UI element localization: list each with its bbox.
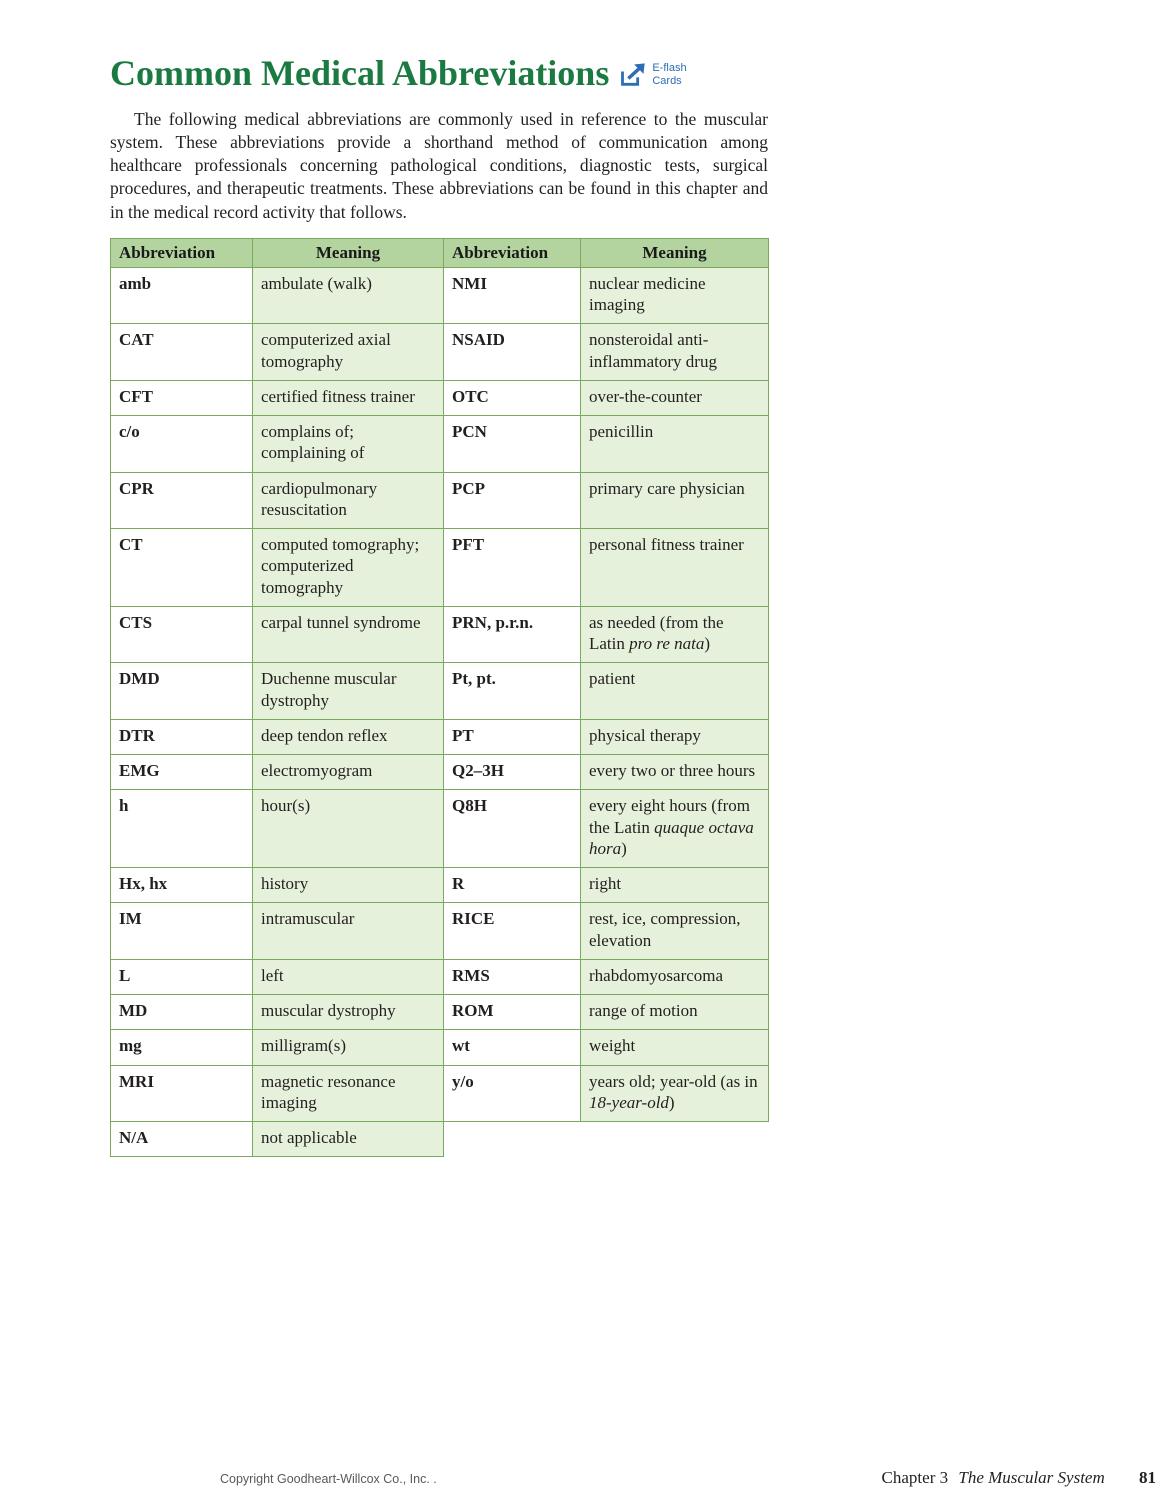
table-row (111, 1065, 769, 1122)
meaning-cell: deep tendon reflex (253, 719, 444, 754)
column-header-meaning-2: Meaning (581, 238, 769, 267)
abbreviation-cell: Q8H (444, 790, 581, 868)
meaning-cell: not applicable (253, 1122, 444, 1157)
abbreviation-cell: MD (111, 995, 253, 1030)
eflash-cards-link[interactable] (619, 62, 686, 88)
abbreviation-cell: N/A (111, 1122, 253, 1157)
abbreviation-cell: RMS (444, 959, 581, 994)
column-header-abbreviation-2: Abbreviation (444, 238, 581, 267)
table-row (111, 663, 769, 720)
abbreviation-cell: R (444, 868, 581, 903)
eflash-cards-label: E-flash Cards (652, 62, 687, 87)
meaning-cell: over-the-counter (581, 380, 769, 415)
abbreviation-cell: y/o (444, 1065, 581, 1122)
table-row (111, 755, 769, 790)
page-content (110, 53, 1156, 1487)
meaning-cell: patient (581, 663, 769, 720)
meaning-cell: electromyogram (253, 755, 444, 790)
meaning-cell: milligram(s) (253, 1030, 444, 1065)
meaning-cell: rest, ice, compression, elevation (581, 903, 769, 960)
meaning-cell: weight (581, 1030, 769, 1065)
meaning-cell: every two or three hours (581, 755, 769, 790)
footer-book-section: The Muscular System (958, 1468, 1105, 1487)
meaning-cell: certified fitness trainer (253, 380, 444, 415)
meaning-cell: range of motion (581, 995, 769, 1030)
abbreviation-cell: CPR (111, 472, 253, 529)
external-link-arrow-icon (619, 62, 647, 88)
abbreviation-cell: CTS (111, 606, 253, 663)
meaning-cell: ambulate (walk) (253, 267, 444, 324)
abbreviation-cell: PRN, p.r.n. (444, 606, 581, 663)
table-row (111, 1122, 769, 1157)
abbreviation-cell: L (111, 959, 253, 994)
table-row (111, 472, 769, 529)
meaning-cell: rhabdomyosarcoma (581, 959, 769, 994)
abbreviation-cell: NSAID (444, 324, 581, 381)
abbreviation-cell: OTC (444, 380, 581, 415)
abbreviation-cell: Hx, hx (111, 868, 253, 903)
meaning-cell: hour(s) (253, 790, 444, 868)
table-row (111, 324, 769, 381)
footer-chapter: Chapter 3 (881, 1468, 949, 1487)
footer-chapter-info (882, 1468, 1156, 1488)
table-row (111, 529, 769, 607)
table-row (111, 416, 769, 473)
table-row (111, 995, 769, 1030)
abbreviation-cell: DTR (111, 719, 253, 754)
table-row (111, 1030, 769, 1065)
table-header-row (111, 238, 769, 267)
abbreviation-cell: PFT (444, 529, 581, 607)
meaning-cell: penicillin (581, 416, 769, 473)
intro-paragraph: The following medical abbreviations are commonly used in reference to the muscular system. These abbreviations provide a shorthand method of communication among healthcare professionals concerning pathological conditions, diagnostic tests, surgical procedures, and therapeutic treatments. These abbreviations can be found in this chapter and in the medical record activity that follows. (110, 108, 768, 222)
meaning-cell: nonsteroidal anti-inflammatory drug (581, 324, 769, 381)
meaning-cell: personal fitness trainer (581, 529, 769, 607)
page-footer (220, 1468, 1156, 1488)
abbreviation-cell: CAT (111, 324, 253, 381)
meaning-cell: cardiopulmonary resuscitation (253, 472, 444, 529)
abbreviation-cell: EMG (111, 755, 253, 790)
meaning-cell: complains of; complaining of (253, 416, 444, 473)
footer-copyright: Copyright Goodheart-Willcox Co., Inc. . (220, 1472, 437, 1486)
column-header-meaning-1: Meaning (253, 238, 444, 267)
table-row (111, 719, 769, 754)
abbreviation-cell: NMI (444, 267, 581, 324)
meaning-cell: intramuscular (253, 903, 444, 960)
meaning-cell: left (253, 959, 444, 994)
abbreviations-table (110, 238, 769, 1158)
meaning-cell: Duchenne muscular dystrophy (253, 663, 444, 720)
abbreviation-cell: CT (111, 529, 253, 607)
table-row (111, 267, 769, 324)
meaning-cell: nuclear medicine imaging (581, 267, 769, 324)
abbreviation-cell: CFT (111, 380, 253, 415)
table-row (111, 903, 769, 960)
table-row (111, 790, 769, 868)
page-title: Common Medical Abbreviations (110, 53, 610, 93)
footer-page-number: 81 (1139, 1468, 1156, 1487)
abbreviation-cell: Q2–3H (444, 755, 581, 790)
abbreviation-cell: RICE (444, 903, 581, 960)
meaning-cell: as needed (from the Latin pro re nata) (581, 606, 769, 663)
title-row (110, 54, 1046, 94)
meaning-cell: computed tomography; computerized tomography (253, 529, 444, 607)
abbreviation-cell: IM (111, 903, 253, 960)
meaning-cell: right (581, 868, 769, 903)
meaning-cell: computerized axial tomography (253, 324, 444, 381)
abbreviation-cell (444, 1122, 581, 1157)
abbreviation-cell: amb (111, 267, 253, 324)
meaning-cell (581, 1122, 769, 1157)
table-row (111, 959, 769, 994)
column-header-abbreviation-1: Abbreviation (111, 238, 253, 267)
meaning-cell: magnetic resonance imaging (253, 1065, 444, 1122)
abbreviation-cell: h (111, 790, 253, 868)
meaning-cell: muscular dystrophy (253, 995, 444, 1030)
abbreviation-cell: c/o (111, 416, 253, 473)
meaning-cell: years old; year-old (as in 18-year-old) (581, 1065, 769, 1122)
table-row (111, 606, 769, 663)
meaning-cell: every eight hours (from the Latin quaque octava hora) (581, 790, 769, 868)
abbreviation-cell: ROM (444, 995, 581, 1030)
abbreviation-cell: PCN (444, 416, 581, 473)
meaning-cell: primary care physician (581, 472, 769, 529)
abbreviation-cell: Pt, pt. (444, 663, 581, 720)
meaning-cell: carpal tunnel syndrome (253, 606, 444, 663)
abbreviation-cell: wt (444, 1030, 581, 1065)
table-row (111, 380, 769, 415)
abbreviation-cell: mg (111, 1030, 253, 1065)
abbreviation-cell: MRI (111, 1065, 253, 1122)
meaning-cell: history (253, 868, 444, 903)
abbr-table-body (111, 267, 769, 1157)
table-row (111, 868, 769, 903)
meaning-cell: physical therapy (581, 719, 769, 754)
abbreviation-cell: DMD (111, 663, 253, 720)
abbreviation-cell: PCP (444, 472, 581, 529)
abbreviation-cell: PT (444, 719, 581, 754)
